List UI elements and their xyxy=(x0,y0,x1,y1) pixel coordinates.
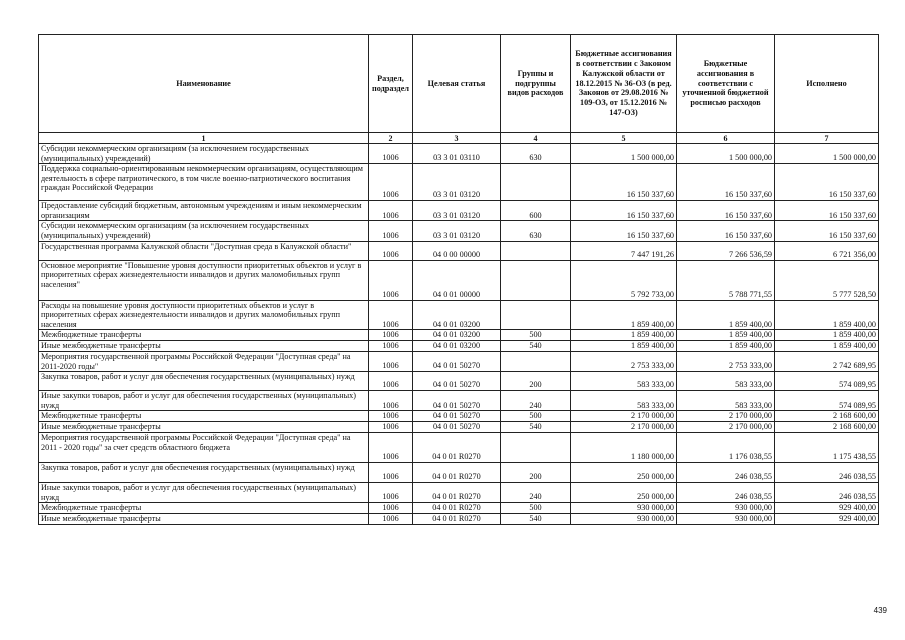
header-section: Раздел, подраздел xyxy=(369,35,413,133)
row-section: 1006 xyxy=(369,330,413,341)
row-target: 03 3 01 03110 xyxy=(413,144,501,164)
row-group: 500 xyxy=(501,330,571,341)
column-number: 5 xyxy=(571,133,677,144)
row-section: 1006 xyxy=(369,300,413,330)
table-row xyxy=(39,372,879,391)
row-group: 240 xyxy=(501,391,571,411)
row-section: 1006 xyxy=(369,432,413,462)
row-plan-allocation: 1 859 400,00 xyxy=(677,300,775,330)
row-name: Предоставление субсидий бюджетным, автономным учреждениям и иным некоммерческим организациям xyxy=(39,201,369,221)
row-executed: 2 168 600,00 xyxy=(775,422,879,433)
row-name: Расходы на повышение уровня доступности приоритетных объектов и услуг в приоритетных сферах жизнедеятельности инвалидов и других маломобильных групп населения xyxy=(39,300,369,330)
table-row xyxy=(39,341,879,352)
row-law-allocation: 1 180 000,00 xyxy=(571,432,677,462)
table-row xyxy=(39,432,879,462)
row-executed: 16 150 337,60 xyxy=(775,221,879,241)
table-row xyxy=(39,330,879,341)
row-law-allocation: 930 000,00 xyxy=(571,513,677,524)
row-section: 1006 xyxy=(369,341,413,352)
row-name: Иные закупки товаров, работ и услуг для обеспечения государственных (муниципальных) нужд xyxy=(39,482,369,502)
column-number: 7 xyxy=(775,133,879,144)
row-law-allocation: 7 447 191,26 xyxy=(571,241,677,260)
row-group: 540 xyxy=(501,513,571,524)
row-group: 600 xyxy=(501,201,571,221)
table-row xyxy=(39,351,879,371)
row-target: 04 0 01 R0270 xyxy=(413,462,501,482)
table-row xyxy=(39,164,879,201)
row-target: 04 0 01 50270 xyxy=(413,411,501,422)
row-group: 240 xyxy=(501,482,571,502)
row-name: Иные межбюджетные трансферты xyxy=(39,341,369,352)
row-section: 1006 xyxy=(369,351,413,371)
row-group xyxy=(501,260,571,300)
row-plan-allocation: 1 859 400,00 xyxy=(677,341,775,352)
row-executed: 1 175 438,55 xyxy=(775,432,879,462)
row-name: Субсидии некоммерческим организациям (за исключением государственных (муниципальных) учреждений) xyxy=(39,144,369,164)
row-section: 1006 xyxy=(369,241,413,260)
row-target: 04 0 00 00000 xyxy=(413,241,501,260)
table-body xyxy=(39,144,879,525)
row-name: Мероприятия государственной программы Российской Федерации "Доступная среда" на 2011-2020 годы" xyxy=(39,351,369,371)
row-section: 1006 xyxy=(369,372,413,391)
row-section: 1006 xyxy=(369,221,413,241)
row-law-allocation: 2 170 000,00 xyxy=(571,411,677,422)
row-target: 03 3 01 03120 xyxy=(413,221,501,241)
row-executed: 929 400,00 xyxy=(775,503,879,514)
row-name: Закупка товаров, работ и услуг для обеспечения государственных (муниципальных) нужд xyxy=(39,462,369,482)
row-name: Мероприятия государственной программы Российской Федерации "Доступная среда" на 2011 - 2020 годы" за счет средств областного бюджета xyxy=(39,432,369,462)
row-group xyxy=(501,432,571,462)
row-section: 1006 xyxy=(369,201,413,221)
header-target: Целевая статья xyxy=(413,35,501,133)
row-plan-allocation: 246 038,55 xyxy=(677,482,775,502)
row-plan-allocation: 7 266 536,59 xyxy=(677,241,775,260)
row-executed: 1 859 400,00 xyxy=(775,341,879,352)
row-target: 04 0 01 R0270 xyxy=(413,503,501,514)
table-row xyxy=(39,260,879,300)
budget-document xyxy=(38,34,878,525)
table-row xyxy=(39,462,879,482)
row-law-allocation: 1 859 400,00 xyxy=(571,330,677,341)
header-executed: Исполнено xyxy=(775,35,879,133)
row-section: 1006 xyxy=(369,411,413,422)
row-executed: 6 721 356,00 xyxy=(775,241,879,260)
table-row xyxy=(39,411,879,422)
row-section: 1006 xyxy=(369,260,413,300)
row-executed: 1 859 400,00 xyxy=(775,330,879,341)
row-section: 1006 xyxy=(369,503,413,514)
row-target: 04 0 01 03200 xyxy=(413,341,501,352)
row-plan-allocation: 1 859 400,00 xyxy=(677,330,775,341)
row-target: 03 3 01 03120 xyxy=(413,201,501,221)
row-law-allocation: 16 150 337,60 xyxy=(571,221,677,241)
row-target: 04 0 01 00000 xyxy=(413,260,501,300)
table-row xyxy=(39,241,879,260)
row-section: 1006 xyxy=(369,144,413,164)
row-executed: 574 089,95 xyxy=(775,372,879,391)
row-name: Субсидии некоммерческим организациям (за исключением государственных (муниципальных) учреждений) xyxy=(39,221,369,241)
budget-table xyxy=(38,34,879,525)
table-row xyxy=(39,201,879,221)
row-group: 500 xyxy=(501,411,571,422)
row-law-allocation: 583 333,00 xyxy=(571,391,677,411)
row-name: Межбюджетные трансферты xyxy=(39,411,369,422)
row-plan-allocation: 5 788 771,55 xyxy=(677,260,775,300)
table-row xyxy=(39,221,879,241)
table-row xyxy=(39,300,879,330)
row-target: 04 0 01 50270 xyxy=(413,372,501,391)
row-law-allocation: 16 150 337,60 xyxy=(571,164,677,201)
row-plan-allocation: 16 150 337,60 xyxy=(677,221,775,241)
row-target: 04 0 01 R0270 xyxy=(413,482,501,502)
column-number: 4 xyxy=(501,133,571,144)
column-numbers-row xyxy=(39,133,879,144)
row-section: 1006 xyxy=(369,482,413,502)
row-plan-allocation: 583 333,00 xyxy=(677,391,775,411)
header-name: Наименование xyxy=(39,35,369,133)
row-group xyxy=(501,351,571,371)
table-row xyxy=(39,144,879,164)
row-group: 540 xyxy=(501,422,571,433)
row-law-allocation: 2 170 000,00 xyxy=(571,422,677,433)
row-plan-allocation: 2 170 000,00 xyxy=(677,422,775,433)
row-target: 04 0 01 R0270 xyxy=(413,432,501,462)
column-number: 2 xyxy=(369,133,413,144)
row-plan-allocation: 2 753 333,00 xyxy=(677,351,775,371)
row-law-allocation: 930 000,00 xyxy=(571,503,677,514)
row-name: Поддержка социально-ориентированным некоммерческим организациям, осуществляющим деятельность в сфере патриотического, в том числе военно-патриотического воспитания граждан Российской Федерации xyxy=(39,164,369,201)
header-law-allocation: Бюджетные ассигнования в соответствии с Законом Калужской области от 18.12.2015 № 36-ОЗ (в ред. Законов от 29.08.2016 № 109-ОЗ, от 15.12.2016 № 147-ОЗ) xyxy=(571,35,677,133)
row-executed: 929 400,00 xyxy=(775,513,879,524)
row-section: 1006 xyxy=(369,422,413,433)
table-row xyxy=(39,422,879,433)
row-plan-allocation: 1 176 038,55 xyxy=(677,432,775,462)
row-section: 1006 xyxy=(369,391,413,411)
row-plan-allocation: 930 000,00 xyxy=(677,503,775,514)
row-name: Иные межбюджетные трансферты xyxy=(39,513,369,524)
row-plan-allocation: 246 038,55 xyxy=(677,462,775,482)
row-law-allocation: 250 000,00 xyxy=(571,462,677,482)
row-plan-allocation: 2 170 000,00 xyxy=(677,411,775,422)
header-plan-allocation: Бюджетные ассигнования в соответствии с уточненной бюджетной росписью расходов xyxy=(677,35,775,133)
row-executed: 16 150 337,60 xyxy=(775,201,879,221)
row-name: Закупка товаров, работ и услуг для обеспечения государственных (муниципальных) нужд xyxy=(39,372,369,391)
row-law-allocation: 1 859 400,00 xyxy=(571,300,677,330)
row-law-allocation: 583 333,00 xyxy=(571,372,677,391)
table-row xyxy=(39,482,879,502)
row-group: 200 xyxy=(501,372,571,391)
row-group: 630 xyxy=(501,221,571,241)
row-plan-allocation: 16 150 337,60 xyxy=(677,164,775,201)
row-group xyxy=(501,300,571,330)
column-number: 1 xyxy=(39,133,369,144)
row-name: Государственная программа Калужской области "Доступная среда в Калужской области" xyxy=(39,241,369,260)
column-number: 3 xyxy=(413,133,501,144)
row-target: 04 0 01 03200 xyxy=(413,330,501,341)
table-row xyxy=(39,391,879,411)
row-executed: 1 500 000,00 xyxy=(775,144,879,164)
row-target: 04 0 01 50270 xyxy=(413,422,501,433)
row-group: 500 xyxy=(501,503,571,514)
row-section: 1006 xyxy=(369,513,413,524)
row-plan-allocation: 583 333,00 xyxy=(677,372,775,391)
row-executed: 16 150 337,60 xyxy=(775,164,879,201)
row-law-allocation: 5 792 733,00 xyxy=(571,260,677,300)
row-name: Иные закупки товаров, работ и услуг для обеспечения государственных (муниципальных) нужд xyxy=(39,391,369,411)
row-executed: 5 777 528,50 xyxy=(775,260,879,300)
row-executed: 246 038,55 xyxy=(775,482,879,502)
row-plan-allocation: 930 000,00 xyxy=(677,513,775,524)
row-group xyxy=(501,164,571,201)
row-name: Иные межбюджетные трансферты xyxy=(39,422,369,433)
row-target: 04 0 01 R0270 xyxy=(413,513,501,524)
row-law-allocation: 2 753 333,00 xyxy=(571,351,677,371)
row-section: 1006 xyxy=(369,164,413,201)
row-target: 04 0 01 50270 xyxy=(413,391,501,411)
header-row xyxy=(39,35,879,133)
row-law-allocation: 1 859 400,00 xyxy=(571,341,677,352)
row-plan-allocation: 16 150 337,60 xyxy=(677,201,775,221)
table-row xyxy=(39,503,879,514)
row-target: 03 3 01 03120 xyxy=(413,164,501,201)
row-executed: 574 089,95 xyxy=(775,391,879,411)
column-number: 6 xyxy=(677,133,775,144)
row-executed: 1 859 400,00 xyxy=(775,300,879,330)
page-number: 439 xyxy=(873,606,887,615)
row-group: 630 xyxy=(501,144,571,164)
row-section: 1006 xyxy=(369,462,413,482)
row-law-allocation: 1 500 000,00 xyxy=(571,144,677,164)
row-group xyxy=(501,241,571,260)
row-law-allocation: 250 000,00 xyxy=(571,482,677,502)
row-executed: 2 168 600,00 xyxy=(775,411,879,422)
row-group: 200 xyxy=(501,462,571,482)
row-executed: 246 038,55 xyxy=(775,462,879,482)
table-row xyxy=(39,513,879,524)
row-name: Основное мероприятие "Повышение уровня доступности приоритетных объектов и услуг в приоритетных сферах жизнедеятельности инвалидов и других маломобильных групп населения" xyxy=(39,260,369,300)
row-executed: 2 742 689,95 xyxy=(775,351,879,371)
row-name: Межбюджетные трансферты xyxy=(39,330,369,341)
header-group: Группы и подгруппы видов расходов xyxy=(501,35,571,133)
row-group: 540 xyxy=(501,341,571,352)
row-plan-allocation: 1 500 000,00 xyxy=(677,144,775,164)
row-law-allocation: 16 150 337,60 xyxy=(571,201,677,221)
row-target: 04 0 01 50270 xyxy=(413,351,501,371)
row-target: 04 0 01 03200 xyxy=(413,300,501,330)
row-name: Межбюджетные трансферты xyxy=(39,503,369,514)
